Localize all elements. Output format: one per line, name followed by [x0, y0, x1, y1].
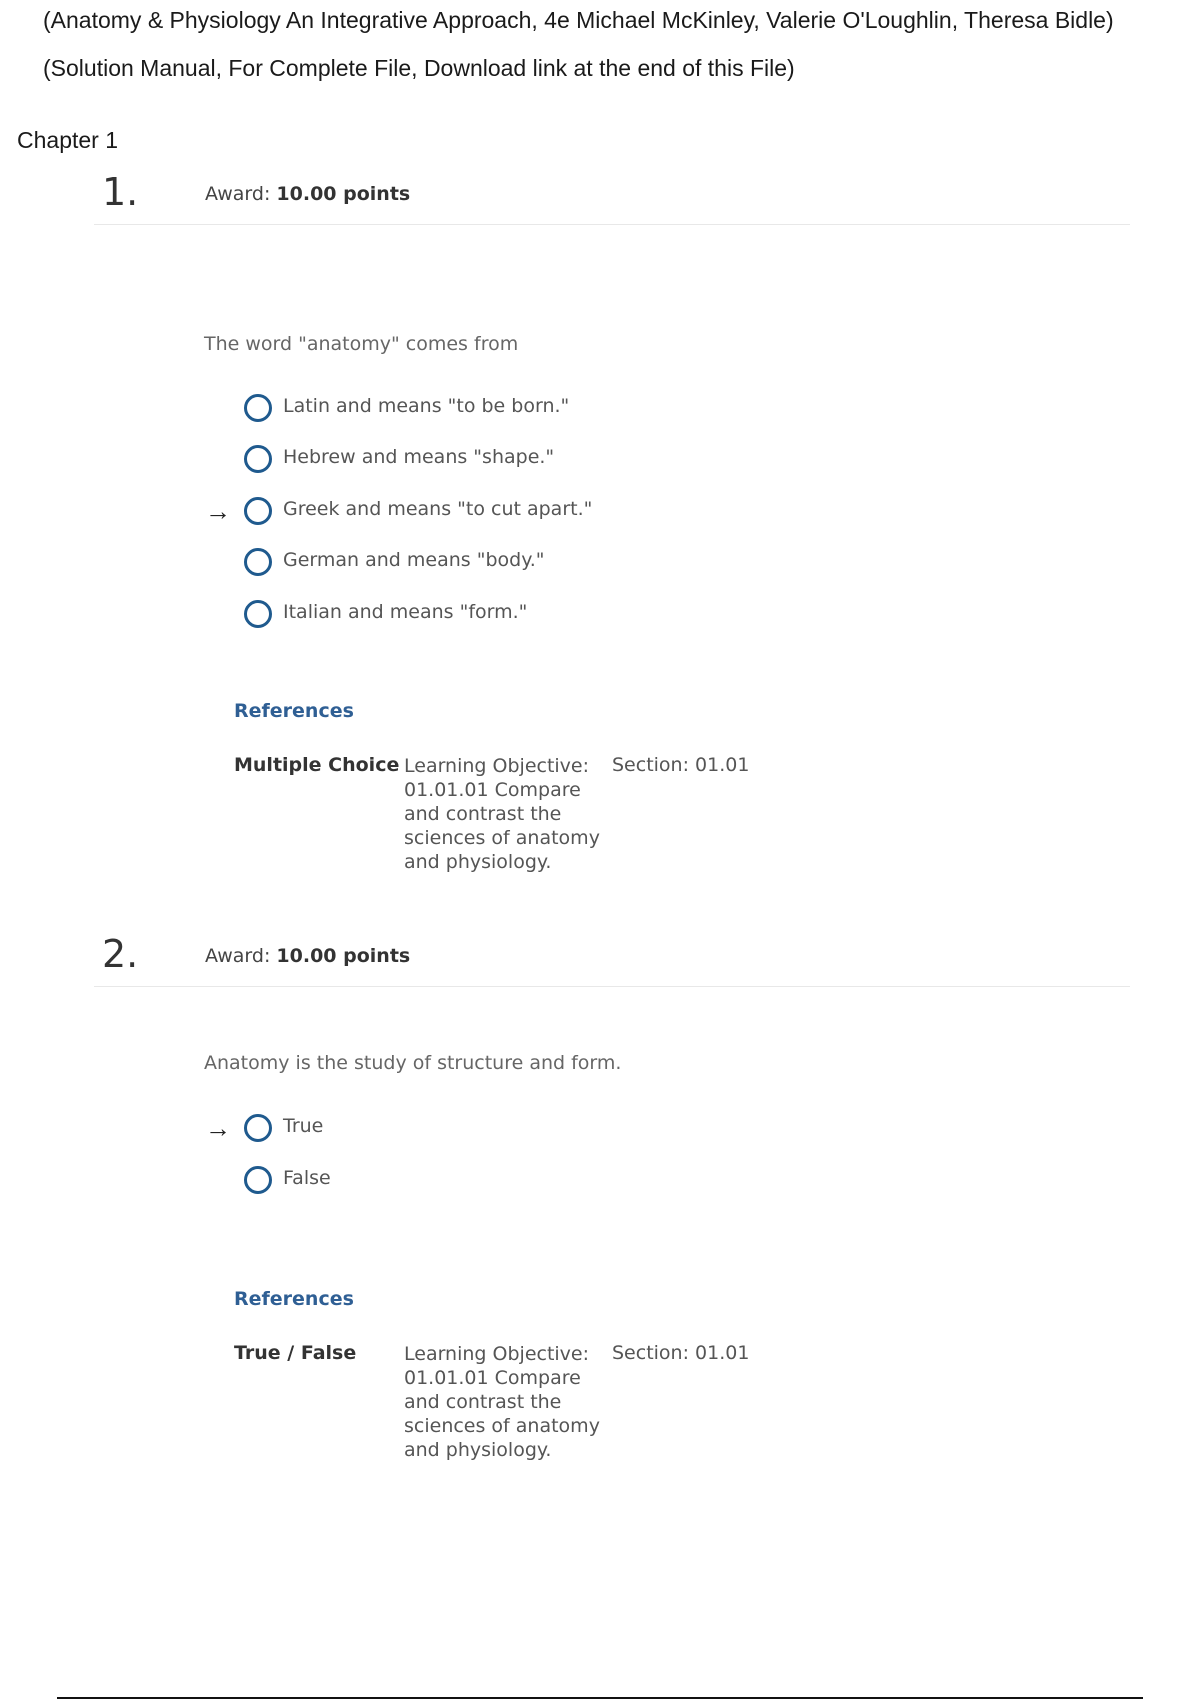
award-value: 10.00 points [276, 945, 411, 967]
award-value: 10.00 points [276, 183, 411, 205]
radio-circle-icon[interactable] [244, 548, 272, 576]
option-label: Hebrew and means "shape." [283, 446, 555, 468]
reference-section: Section: 01.01 [612, 1342, 750, 1364]
document-title-line-1: (Anatomy & Physiology An Integrative Approach, 4e Michael McKinley, Valerie O'Loughlin, Theresa Bidle) [43, 7, 1114, 33]
question-prompt: Anatomy is the study of structure and form. [204, 1052, 622, 1074]
option-label: True [283, 1115, 324, 1137]
reference-learning-objective: Learning Objective: 01.01.01 Compare and contrast the sciences of anatomy and physiology. [404, 755, 600, 873]
question-divider [94, 986, 1130, 987]
answer-option[interactable] [0, 598, 800, 630]
option-label: False [283, 1167, 331, 1189]
option-label: Italian and means "form." [283, 601, 528, 623]
radio-circle-icon[interactable] [244, 445, 272, 473]
award-line [205, 945, 410, 967]
answer-option[interactable] [0, 546, 800, 578]
radio-circle-icon[interactable] [244, 1166, 272, 1194]
question-block [0, 932, 1200, 1492]
right-arrow-icon: → [205, 496, 231, 526]
award-label: Award: [205, 183, 271, 205]
question-block [0, 170, 1200, 890]
question-number: 1. [102, 170, 139, 214]
radio-circle-icon[interactable] [244, 600, 272, 628]
right-arrow-icon: → [205, 1113, 231, 1143]
question-number: 2. [102, 932, 139, 976]
reference-question-type: Multiple Choice [234, 754, 400, 776]
answer-option[interactable] [0, 1112, 800, 1144]
reference-section: Section: 01.01 [612, 754, 750, 776]
reference-question-type: True / False [234, 1342, 357, 1364]
option-label: Greek and means "to cut apart." [283, 498, 593, 520]
radio-circle-icon[interactable] [244, 1114, 272, 1142]
reference-learning-objective: Learning Objective: 01.01.01 Compare and contrast the sciences of anatomy and physiology. [404, 1343, 600, 1461]
answer-option[interactable] [0, 443, 800, 475]
references-heading[interactable]: References [234, 700, 354, 722]
award-line [205, 183, 410, 205]
radio-circle-icon[interactable] [244, 394, 272, 422]
award-label: Award: [205, 945, 271, 967]
option-label: German and means "body." [283, 549, 545, 571]
question-prompt: The word "anatomy" comes from [204, 333, 519, 355]
page-bottom-rule [57, 1697, 1143, 1699]
radio-circle-icon[interactable] [244, 497, 272, 525]
document-title-line-2: (Solution Manual, For Complete File, Download link at the end of this File) [43, 55, 795, 81]
answer-option[interactable] [0, 1164, 800, 1196]
chapter-heading: Chapter 1 [17, 127, 119, 153]
answer-option[interactable] [0, 392, 800, 424]
answer-option[interactable] [0, 495, 800, 527]
option-label: Latin and means "to be born." [283, 395, 570, 417]
references-heading[interactable]: References [234, 1288, 354, 1310]
question-divider [94, 224, 1130, 225]
